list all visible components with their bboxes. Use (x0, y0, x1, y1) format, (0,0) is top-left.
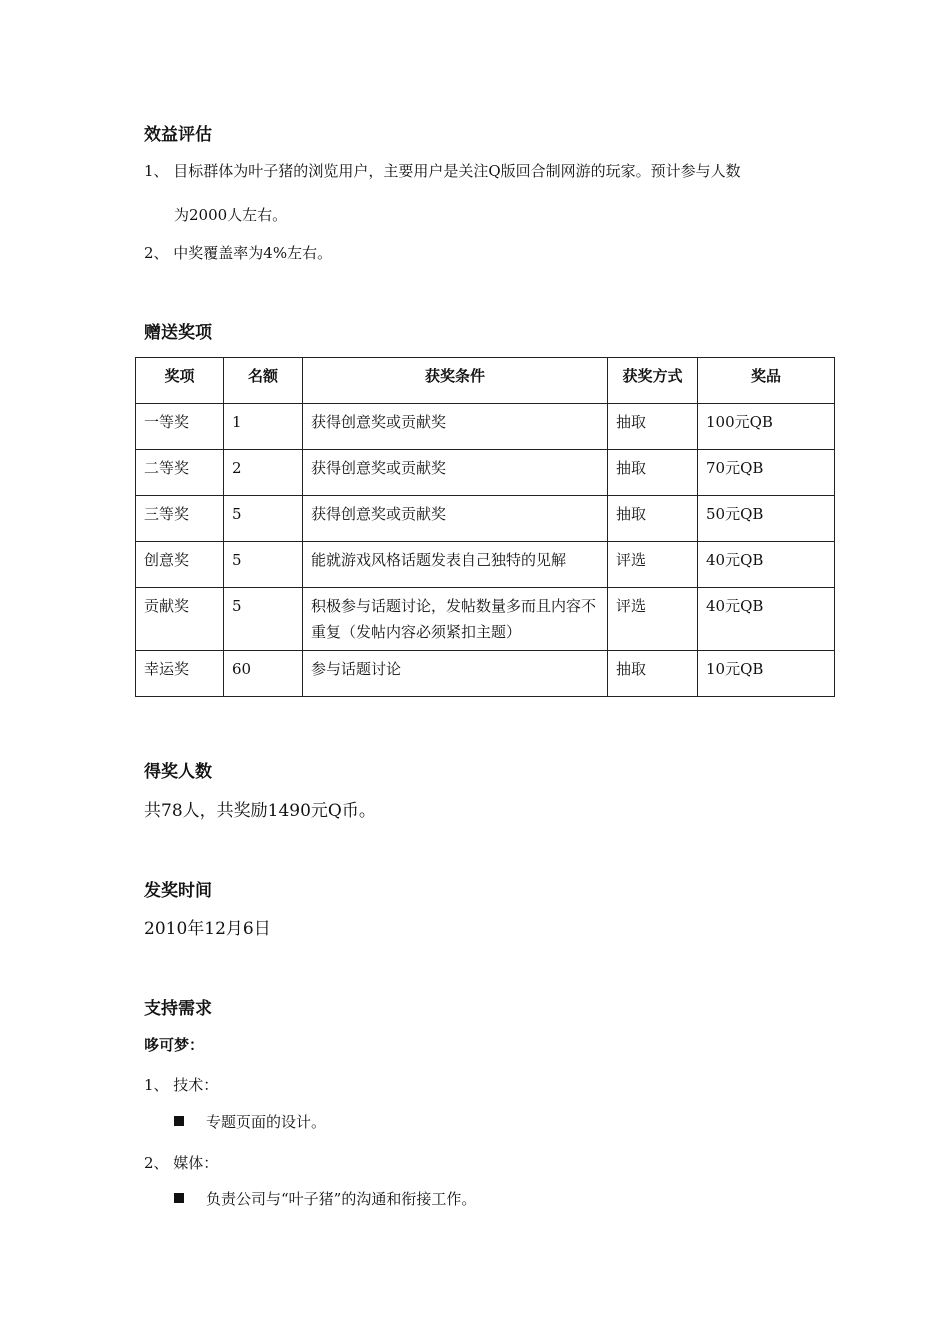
award-name-cell: 贡献奖 (136, 588, 224, 651)
table-row (136, 496, 835, 542)
award-quota-cell: 5 (224, 588, 303, 651)
table-row (136, 404, 835, 450)
section-heading-winners: 得奖人数 (144, 762, 212, 782)
section-heading-awards: 赠送奖项 (144, 323, 212, 343)
award-quota-cell: 1 (224, 404, 303, 450)
award-name-cell: 创意奖 (136, 542, 224, 588)
award-condition-cell: 能就游戏风格话题发表自己独特的见解 (303, 542, 608, 588)
award-condition-cell: 参与话题讨论 (303, 651, 608, 697)
support-item-1-bullet: 专题页面的设计。 (206, 1113, 327, 1131)
section-heading-support: 支持需求 (144, 999, 212, 1019)
award-condition-cell: 积极参与话题讨论，发帖数量多而且内容不重复（发帖内容必须紧扣主题） (303, 588, 608, 651)
award-method-cell: 抽取 (608, 450, 698, 496)
award-time-text: 2010年12月6日 (144, 919, 271, 939)
award-condition-cell: 获得创意奖或贡献奖 (303, 496, 608, 542)
column-header: 名额 (224, 358, 303, 404)
award-condition-cell: 获得创意奖或贡献奖 (303, 450, 608, 496)
column-header: 奖品 (698, 358, 835, 404)
table-row (136, 651, 835, 697)
column-header: 奖项 (136, 358, 224, 404)
award-prize-cell: 100元QB (698, 404, 835, 450)
award-prize-cell: 10元QB (698, 651, 835, 697)
column-header: 获奖条件 (303, 358, 608, 404)
support-subheading: 哆可梦： (144, 1036, 205, 1054)
award-quota-cell: 5 (224, 496, 303, 542)
award-quota-cell: 2 (224, 450, 303, 496)
award-name-cell: 三等奖 (136, 496, 224, 542)
award-quota-cell: 60 (224, 651, 303, 697)
table-row (136, 450, 835, 496)
support-item-2: 2、 媒体： (144, 1154, 219, 1172)
section-heading-benefit: 效益评估 (144, 125, 212, 145)
award-name-cell: 二等奖 (136, 450, 224, 496)
award-method-cell: 抽取 (608, 651, 698, 697)
benefit-item-1-line-2: 为2000人左右。 (174, 206, 288, 224)
award-prize-cell: 40元QB (698, 588, 835, 651)
winners-text: 共78人，共奖励1490元Q币。 (144, 801, 376, 821)
award-prize-cell: 50元QB (698, 496, 835, 542)
award-method-cell: 抽取 (608, 496, 698, 542)
award-name-cell: 一等奖 (136, 404, 224, 450)
award-condition-cell: 获得创意奖或贡献奖 (303, 404, 608, 450)
benefit-item-2: 2、 中奖覆盖率为4%左右。 (144, 244, 333, 262)
support-item-1: 1、 技术： (144, 1076, 219, 1094)
benefit-item-1-line-1: 1、 目标群体为叶子猪的浏览用户，主要用户是关注Q版回合制网游的玩家。预计参与人数 (144, 162, 741, 180)
table-row (136, 588, 835, 651)
table-header-row (136, 358, 835, 404)
award-prize-cell: 40元QB (698, 542, 835, 588)
awards-table (135, 357, 835, 697)
support-item-2-bullet: 负责公司与“叶子猪”的沟通和衔接工作。 (206, 1190, 477, 1208)
award-prize-cell: 70元QB (698, 450, 835, 496)
award-quota-cell: 5 (224, 542, 303, 588)
square-bullet-icon (174, 1116, 184, 1126)
column-header: 获奖方式 (608, 358, 698, 404)
section-heading-award-time: 发奖时间 (144, 881, 212, 901)
award-method-cell: 评选 (608, 588, 698, 651)
square-bullet-icon (174, 1193, 184, 1203)
award-method-cell: 评选 (608, 542, 698, 588)
award-name-cell: 幸运奖 (136, 651, 224, 697)
award-method-cell: 抽取 (608, 404, 698, 450)
table-row (136, 542, 835, 588)
